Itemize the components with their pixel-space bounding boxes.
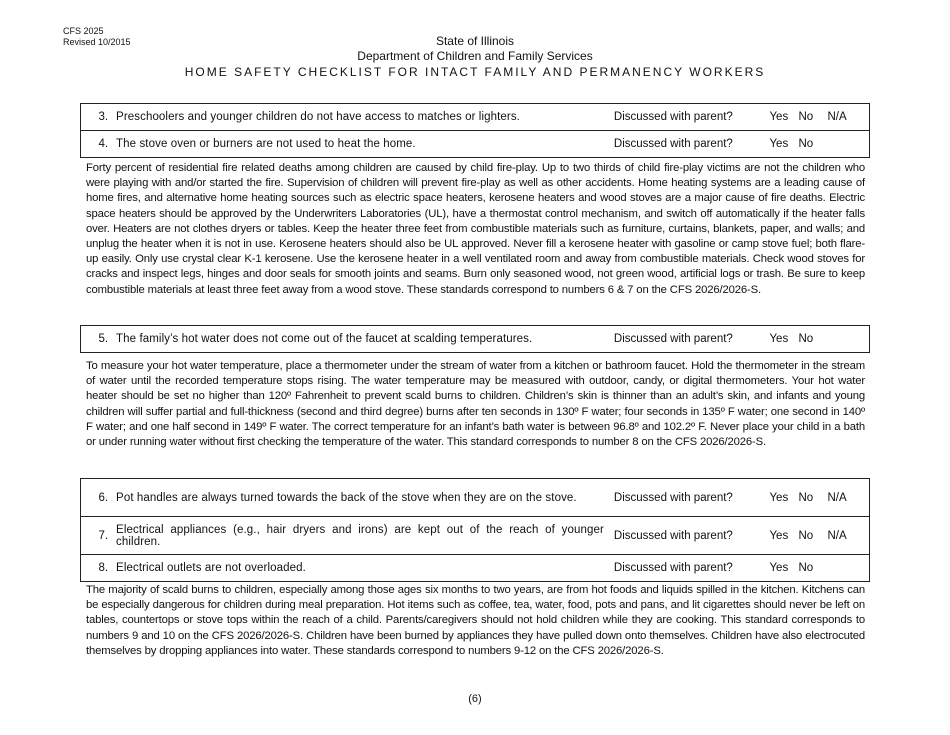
checklist-row-4	[81, 131, 870, 158]
na-empty	[827, 131, 869, 158]
item-number: 6.	[81, 479, 111, 517]
item-text: The stove oven or burners are not used to heat the home.	[110, 131, 614, 158]
yes-option[interactable]: Yes	[769, 517, 798, 555]
department-name: Department of Children and Family Services	[357, 49, 593, 63]
no-option[interactable]: No	[798, 479, 827, 517]
discussed-label: Discussed with parent?	[614, 326, 770, 353]
fire-safety-paragraph: Forty percent of residential fire related deaths among children are caused by child fire-play. Up to two thirds of child fire-play victims are not the children who were playing with and/or started the fire. Supervision of children will prevent fire-play as well as other accidents. Home heating systems are a leading cause of home fires, and alternative home heating sources such as electric space heaters, kerosene heaters and wood stoves are a major cause of fire deaths. Electric space heaters should be approved by the Underwriters Laboratories (UL), have a thermostat control mechanism, and switch off automatically if the heater falls over. Heaters are not clothes dryers or tables. Keep the heater three feet from combustible materials such as furniture, curtains, blankets, paper, and walls; and unplug the heater when it is not in use. Kerosene heaters should also be UL approved. Never fill a kerosene heater with gasoline or camp stove fuel; both flare-up easily. Only use crystal clear K-1 kerosene. Use the kerosene heater in a well ventilated room and away from combustible materials. Check wood stoves for cracks and inspect legs, hinges and door seals for smooth joints and seams. Burn only seasoned wood, not green wood, artificial logs or trash. Be sure to keep combustible materials at least three feet away from a wood stove. These standards correspond to numbers 6 & 7 on the CFS 2026/2026-S.	[86, 162, 865, 296]
yes-option[interactable]: Yes	[769, 131, 798, 158]
item-number: 5.	[81, 326, 111, 353]
discussed-label: Discussed with parent?	[614, 104, 770, 131]
na-option[interactable]: N/A	[827, 104, 869, 131]
no-option[interactable]: No	[798, 555, 827, 582]
page-number: (6)	[468, 693, 482, 705]
checklist-row-6	[81, 479, 870, 517]
item-number: 4.	[81, 131, 111, 158]
discussed-label: Discussed with parent?	[614, 555, 770, 582]
discussed-label: Discussed with parent?	[614, 479, 770, 517]
form-revised: Revised 10/2015	[63, 37, 131, 47]
checklist-table-b	[80, 325, 870, 353]
checklist-row-7	[81, 517, 870, 555]
no-option[interactable]: No	[798, 104, 827, 131]
checklist-row-3	[81, 104, 870, 131]
yes-option[interactable]: Yes	[769, 104, 798, 131]
yes-option[interactable]: Yes	[769, 479, 798, 517]
state-name: State of Illinois	[435, 34, 515, 48]
item-text: Pot handles are always turned towards the back of the stove when they are on the stove.	[110, 479, 614, 517]
na-option[interactable]: N/A	[827, 479, 869, 517]
checklist-row-5	[81, 326, 870, 353]
discussed-label: Discussed with parent?	[614, 131, 770, 158]
item-text: Preschoolers and younger children do not have access to matches or lighters.	[110, 104, 614, 131]
na-empty	[827, 555, 869, 582]
no-option[interactable]: No	[798, 131, 827, 158]
discussed-label: Discussed with parent?	[614, 517, 770, 555]
yes-option[interactable]: Yes	[769, 326, 798, 353]
form-id: CFS 2025	[63, 26, 104, 36]
item-text: Electrical outlets are not overloaded.	[110, 555, 614, 582]
page-header	[0, 34, 950, 81]
checklist-title: HOME SAFETY CHECKLIST FOR INTACT FAMILY AND PERMANENCY WORKERS	[184, 65, 766, 79]
item-number: 3.	[81, 104, 111, 131]
no-option[interactable]: No	[798, 517, 827, 555]
scald-burns-paragraph: The majority of scald burns to children, especially among those ages six months to two years, are from hot foods and liquids spilled in the kitchen. Kitchens can be especially dangerous for children during meal preparation. Hot items such as coffee, tea, water, food, pots and pans, and lit cigarettes should never be left on tables, countertops or stove tops within the reach of a child. Parents/caregivers should not hold children while they are cooking. This standard corresponds to numbers 9 and 10 on the CFS 2026/2026-S. Children have been burned by appliances they have pulled down onto themselves. Children have also electrocuted themselves by dropping appliances into water. These standards correspond to numbers 9-12 on the CFS 2026/2026-S.	[86, 584, 865, 657]
na-empty	[827, 326, 869, 353]
checklist-table-a	[80, 103, 870, 158]
item-text: The family’s hot water does not come out of the faucet at scalding temperatures.	[110, 326, 614, 353]
checklist-row-8	[81, 555, 870, 582]
item-number: 8.	[81, 555, 111, 582]
no-option[interactable]: No	[798, 326, 827, 353]
yes-option[interactable]: Yes	[769, 555, 798, 582]
item-number: 7.	[81, 517, 111, 555]
checklist-table-c	[80, 478, 870, 582]
item-text: Electrical appliances (e.g., hair dryers and irons) are kept out of the reach of younger children.	[110, 517, 614, 555]
hot-water-paragraph: To measure your hot water temperature, place a thermometer under the stream of water from a kitchen or bathroom faucet. Hold the thermometer in the stream of water until the recorded temperature stops rising. The water temperature may be measured with outdoor, candy, or digital thermometers. Your hot water heater should be set no higher than 120º Fahrenheit to prevent scald burns to children. Children’s skin is thinner than an adult’s skin, and infants and young children will suffer partial and full-thickness (second and third degree) burns after ten seconds in 130º F water; four seconds in 135º F water; one second in 140º F water; and one half second in 149º F water. The correct temperature for an infant’s bath water is between 96.8º and 102.2º F. Never place your child in a bath or under running water without first checking the temperature of the water. This standard corresponds to number 8 on the CFS 2026/2026-S.	[86, 360, 865, 449]
na-option[interactable]: N/A	[827, 517, 869, 555]
